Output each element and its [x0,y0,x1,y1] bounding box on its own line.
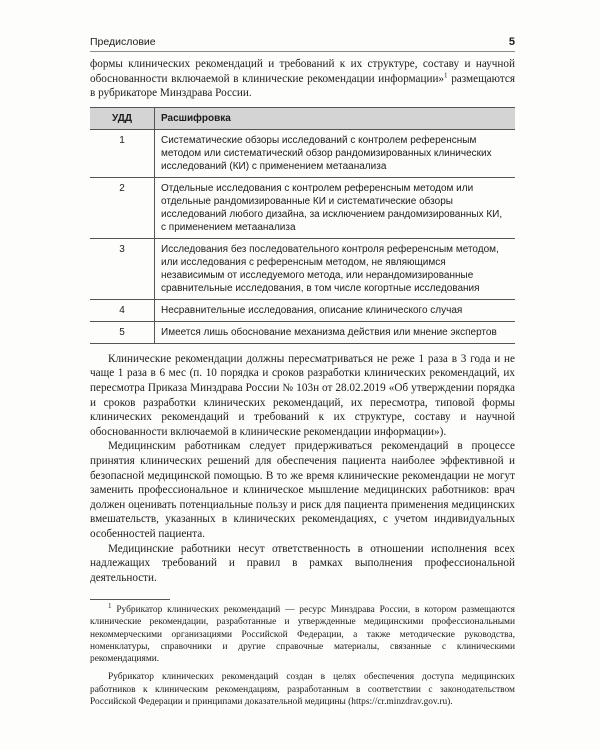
description-cell: Отдельные исследования с контролем референсным методом или отдельные рандомизированные КИ и систематические обзоры исследований любого дизайна, за исключением рандомизированных КИ, с применением метаанализа [155,177,516,238]
body-paragraph: Медицинские работники несут ответственность в отношении исполнения всех надлежащих требований и правил в рамках выполнения профессиональной деятельности. [90,542,515,584]
description-cell: Исследования без последовательного контроля референсным методом, или исследования с референсным методом, не являющимся независимым от исследуемого метода, или нерандомизированные сравнительные исследования, в том числе когортные исследования [155,238,516,299]
col-header-description: Расшифровка [155,107,516,129]
table-header-row [90,107,515,129]
page-number: 5 [508,36,515,48]
footnote-1 [90,604,515,665]
intro-text: формы клинических рекомендаций и требований к их структуре, составу и научной обоснованности включаемой в клинические рекомендации информации» [90,58,515,85]
level-cell: 2 [90,177,155,238]
description-cell: Имеется лишь обоснование механизма действия или мнение экспертов [155,321,516,343]
table-row [90,177,515,238]
level-cell: 3 [90,238,155,299]
footnote-1-text: Рубрикатор клинических рекомендаций — ресурс Минздрава России, в котором размещаются клинические рекомендации, разработанные и утвержденные медицинскими профессиональными некоммерческими организациями Российской Федерации, а также методические руководства, номенклатуры, справочники и другие справочные материалы, связанные с клиническими рекомендациями. [90,605,515,665]
col-header-udd: УДД [90,107,155,129]
description-cell: Несравнительные исследования, описание клинического случая [155,299,516,321]
intro-text-end: размещаются в рубрикаторе Минздрава России. [90,72,515,100]
body-paragraph: Клинические рекомендации должны пересматриваться не реже 1 раза в 3 года и не чаще 1 раза в 6 мес (п. 10 порядка и сроков разработки клинических рекомендаций, их пересмотра Приказа Минздрава России № 103н от 28.02.2019 «Об утверждении порядка и сроков разработки клинических рекомендаций, их пересмотра, типовой формы клинических рекомендаций и требований к их структуре, составу и научной обоснованности включаемой в клинические рекомендации информации»). [90,352,515,438]
footnote-mark: 1 [108,602,112,611]
footnote-2: Рубрикатор клинических рекомендаций создан в целях обеспечения доступа медицинских работников к клиническим рекомендациям, разработанным в соответствии с законодательством Российской Федерации и принципами доказательной медицины (https://cr.minzdrav.gov.ru). [90,672,515,707]
table-row [90,129,515,177]
section-title: Предисловие [90,36,156,48]
evidence-level-table [90,107,515,344]
level-cell: 5 [90,321,155,343]
level-cell: 1 [90,129,155,177]
page-content [90,57,515,708]
table-row [90,321,515,343]
footnote-ref: 1 [444,70,448,79]
body-paragraph: Медицинским работникам следует придерживаться рекомендаций в процессе принятия клинических решений для обеспечения пациента наиболее эффективной и безопасной медицинской помощью. В то же время клинические рекомендации не могут заменить профессиональное и клиническое мышление медицинских работников: врач должен оценивать потенциальные пользу и риск для пациента применения медицинских вмешательств, указанных в клинических рекомендациях, с учетом индивидуальных особенностей пациента. [90,440,515,540]
table-row [90,299,515,321]
description-cell: Систематические обзоры исследований с контролем референсным методом или систематический обзор рандомизированных клинических исследований (КИ) с применением метаанализа [155,129,516,177]
level-cell: 4 [90,299,155,321]
footnote-divider [90,599,170,600]
intro-paragraph [90,57,515,101]
running-header [90,36,515,52]
table-row [90,238,515,299]
